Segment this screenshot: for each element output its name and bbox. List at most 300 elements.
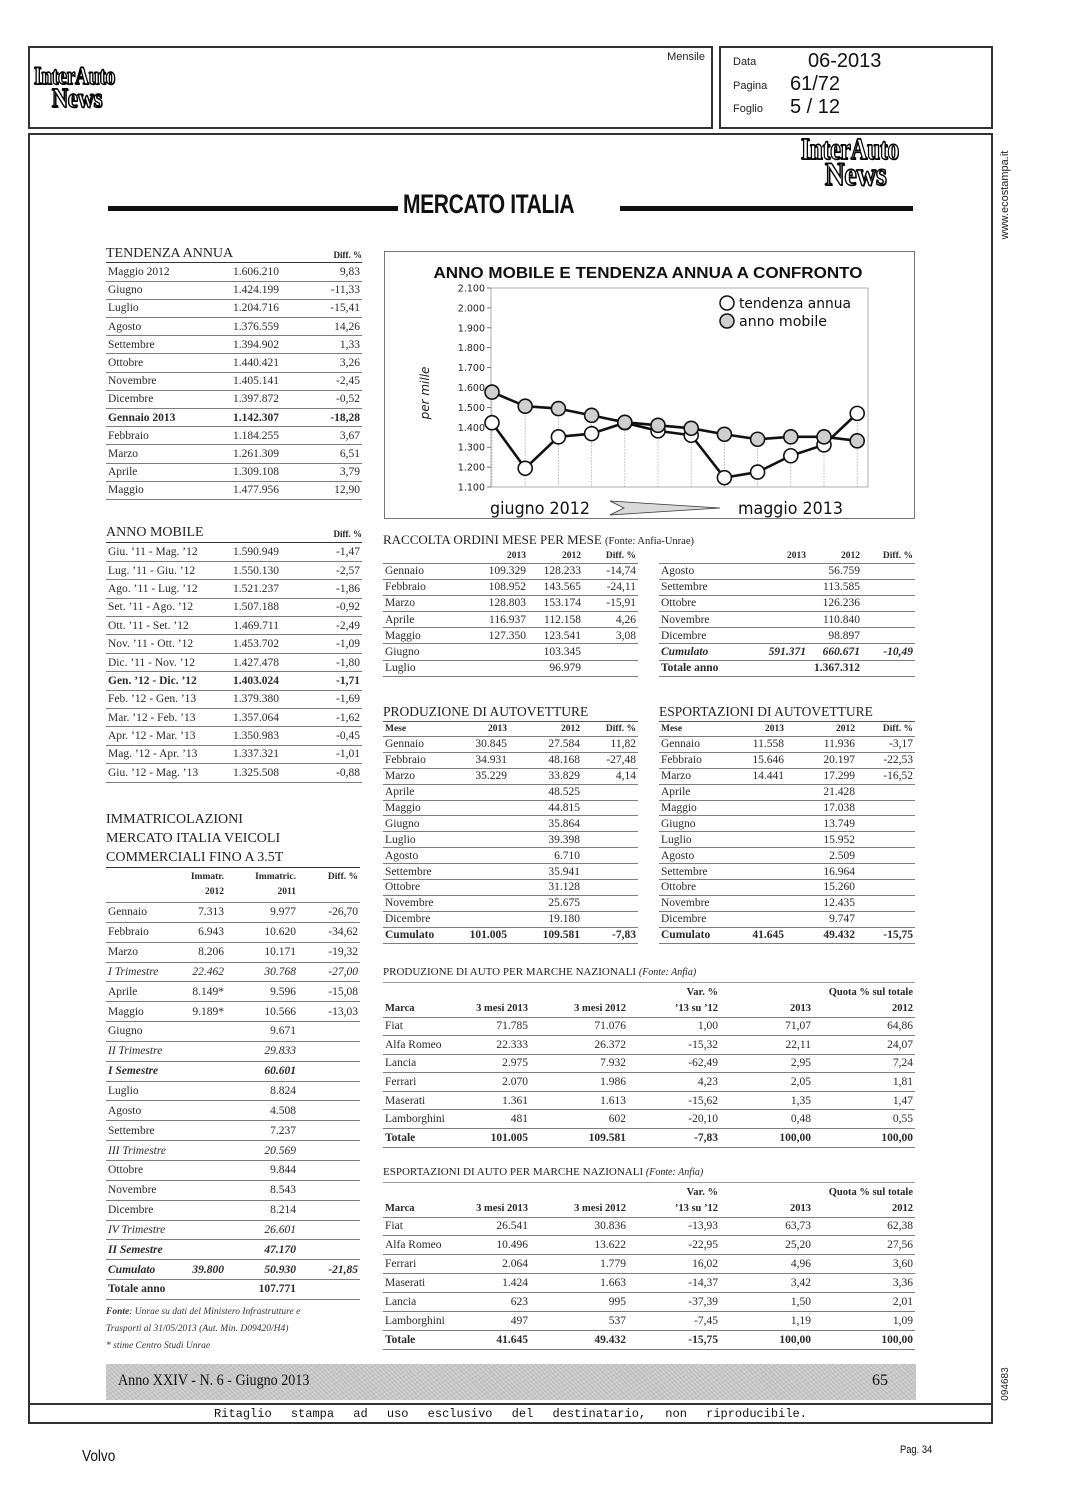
cell-y2012 [184,1041,226,1061]
cell-y2012: 109.581 [509,927,582,943]
anno-mobile-table [106,543,362,783]
cell-y2012: 12.435 [786,895,857,911]
cell-y2012: 48.525 [509,784,582,800]
cell-diff [857,864,915,880]
cell-y2013 [459,895,509,911]
cell-y2013: 101.005 [459,927,509,943]
immatricolazioni-row [106,1180,360,1200]
cell-diff [298,1200,360,1220]
esportazioni-row [659,880,915,896]
header-cell: 2012 [786,722,857,737]
raccolta-row [383,595,638,611]
cell-label: Febbraio [659,752,734,768]
tendenza-row [106,390,362,408]
cell-y2013: 41.645 [734,927,786,943]
cell-q2012: 3,36 [813,1274,915,1293]
cell-value: 1.357.064 [230,709,281,727]
cell-y2013 [463,660,528,676]
cell-label: Novembre [106,372,218,390]
cell-diff [857,895,915,911]
cell-label: Aprile [383,784,459,800]
sheet-label: Foglio [733,103,763,115]
cell-label: Dicembre [106,1200,184,1220]
cell-diff: -1,47 [281,543,362,561]
cell-label: Ottobre [106,354,218,372]
cell-label: Novembre [659,895,734,911]
immatricolazioni-row [106,942,360,962]
table-title: PRODUZIONE DI AUTOVETTURE [383,704,589,719]
cell-diff [857,880,915,896]
logo-line-2: News [825,157,887,193]
esportazioni-row [659,752,915,768]
cell-y2012: 44.815 [509,800,582,816]
cell-var: 1,00 [628,1017,720,1036]
esportazioni-autovetture-table [659,721,915,944]
produzione-row [383,784,638,800]
cell-diff [583,660,638,676]
produzione-row [383,911,638,927]
cell-diff: -14,74 [583,563,638,579]
raccolta-ordini-table-right [659,549,915,677]
tendenza-row [106,281,362,299]
cell-diff: -21,85 [298,1260,360,1280]
data-point [485,416,499,430]
cell-label: Dicembre [659,628,759,644]
page-value: 61/72 [790,73,841,95]
immatricolazioni-row [106,1121,360,1141]
cell-m2012: 1.613 [530,1091,628,1110]
cell-diff [298,1160,360,1180]
cell-m2012: 1.663 [530,1274,628,1293]
cell-y2012: 56.759 [808,563,862,579]
cell-diff: -0,88 [281,764,362,782]
y-tick-label: 1.700 [457,363,485,375]
cell-y2013 [459,880,509,896]
cell-diff: 9,83 [281,263,362,281]
cell-var: -13,93 [628,1217,720,1236]
immatricolazioni-row [106,1041,360,1061]
y-axis-label: per mille [418,366,432,420]
header-3mesi-2012: 3 mesi 2012 [530,1200,628,1217]
frame-divider [28,1403,993,1405]
cell-y2011: 10.171 [226,942,298,962]
cell-y2013 [734,800,786,816]
raccolta-row [659,579,915,595]
cell-q2012: 1,81 [813,1073,915,1092]
cell-label: Cumulato [383,927,459,943]
esportazioni-row [659,737,915,753]
cell-diff: 6,51 [281,445,362,463]
cell-y2013 [734,864,786,880]
cell-value: 1.507.188 [230,598,281,616]
header-quota-2012: 2012 [813,1000,915,1017]
esportazioni-marca-row [383,1236,915,1255]
cell-label: III Trimestre [106,1141,184,1161]
cell-value: 1.440.421 [218,354,281,372]
cell-q2013: 4,96 [720,1255,813,1274]
header-var: Var. % [686,1186,718,1198]
table-title: ESPORTAZIONI DI AUTO PER MARCHE NAZIONALI [383,1166,644,1178]
cell-brand: Maserati [383,1274,463,1293]
cell-y2012: 31.128 [509,880,582,896]
cell-value: 1.379.380 [230,690,281,708]
cell-m2013: 2.064 [463,1255,530,1274]
legend-circle-white-icon [720,296,734,310]
header-line: 2012 [205,887,224,897]
cell-q2013: 1,35 [720,1091,813,1110]
cell-label: Agosto [106,1101,184,1121]
cell-diff: 3,08 [583,628,638,644]
cell-y2013: 127.350 [463,628,528,644]
cell-label: Febbraio [106,922,184,942]
produzione-marca-row [383,1091,915,1110]
esportazioni-row [659,816,915,832]
cell-q2012: 24,07 [813,1036,915,1055]
cell-value: 1.394.902 [218,336,281,354]
cell-brand: Maserati [383,1091,463,1110]
cell-diff [862,595,915,611]
cell-value: 1.350.983 [230,727,281,745]
cell-diff: -1,71 [281,672,362,690]
header-blank [463,1184,530,1200]
data-point [717,471,731,485]
table-source: (Fonte: Anfia) [638,967,697,978]
esportazioni-row [659,832,915,848]
x-axis-end-label: maggio 2013 [738,499,843,519]
data-point [518,461,532,475]
cell-y2013 [463,644,528,660]
cell-var: -20,10 [628,1110,720,1129]
y-tick-label: 1.400 [457,422,485,434]
source-note [106,1304,300,1355]
cell-label: Mag. ’12 - Apr. ’13 [106,745,230,763]
esportazioni-marche-title [383,1166,915,1183]
x-axis-start-label: giugno 2012 [490,499,590,519]
immatricolazioni-row [106,962,360,982]
table-source: (Fonte: Anfia) [645,1167,704,1178]
cell-y2013 [759,579,808,595]
anno-mobile-row [106,635,362,653]
cell-label: Ottobre [659,595,759,611]
cell-label: Luglio [383,660,463,676]
disclaimer-text: Ritaglio stampa ad uso esclusivo del destinatario, non riproducibile. [214,1407,807,1421]
cell-y2011: 20.569 [226,1141,298,1161]
produzione-marca-row [383,1054,915,1073]
cell-y2012 [184,1061,226,1081]
cell-brand: Totale [383,1330,463,1349]
cell-y2012: 17.038 [786,800,857,816]
produzione-marca-row [383,1129,915,1148]
cell-q2012: 64,86 [813,1017,915,1036]
cell-m2013: 1.361 [463,1091,530,1110]
tendenza-row [106,263,362,281]
esportazioni-marca-row [383,1293,915,1312]
cell-q2013: 2,95 [720,1054,813,1073]
source-line: Trasporti al 31/05/2013 (Aut. Min. D09420/H4) [106,1324,289,1334]
cell-label: II Trimestre [106,1041,184,1061]
cell-label: Maggio [659,800,734,816]
title-line: IMMATRICOLAZIONI [106,812,243,827]
logo-line-1: InterAuto [34,63,116,90]
cell-y2013 [734,911,786,927]
immatricolazioni-row [106,1160,360,1180]
cell-y2013 [459,816,509,832]
cell-diff: -26,70 [298,903,360,923]
y-tick-label: 2.000 [457,303,485,315]
cell-y2011: 9.844 [226,1160,298,1180]
cell-y2013 [459,848,509,864]
cell-diff [857,800,915,816]
produzione-marca-row [383,1110,915,1129]
cell-var: -15,32 [628,1036,720,1055]
data-point [518,399,532,413]
cell-diff [582,800,638,816]
tendenza-row [106,427,362,445]
header-cell: Diff. % [582,722,638,737]
cell-diff: -2,45 [281,372,362,390]
cell-diff: -15,91 [583,595,638,611]
cell-y2011: 107.771 [226,1280,298,1300]
table-title: ESPORTAZIONI DI AUTOVETTURE [659,704,873,719]
anno-mobile-row [106,745,362,763]
cell-value: 1.405.141 [218,372,281,390]
cell-q2013: 71,07 [720,1017,813,1036]
cell-value: 1.606.210 [218,263,281,281]
cell-diff: -1,01 [281,745,362,763]
cell-diff [862,579,915,595]
header-cell: 2012 [528,549,583,563]
cell-label: Settembre [659,864,734,880]
esportazioni-row [659,784,915,800]
header-var-period: ’13 su ’12 [628,1000,720,1017]
anno-mobile-title [106,525,362,543]
header-cell: Diff. % [862,549,915,563]
immatricolazioni-row [106,982,360,1002]
cell-label: Marzo [383,595,463,611]
cell-y2013: 11.558 [734,737,786,753]
immatricolazioni-row [106,1260,360,1280]
cell-label: Maggio [383,628,463,644]
produzione-row [383,848,638,864]
cell-m2013: 71.785 [463,1017,530,1036]
immatricolazioni-table [106,867,360,1300]
anno-mobile-row [106,543,362,561]
cell-label: Gennaio [106,903,184,923]
cell-m2012: 71.076 [530,1017,628,1036]
header-var: Var. % [686,986,718,998]
cell-label: Set. ’11 - Ago. ’12 [106,598,230,616]
produzione-row [383,880,638,896]
header-cell: 2013 [734,722,786,737]
cell-label: Dic. ’11 - Nov. ’12 [106,653,230,671]
header-cell: 2013 [463,549,528,563]
cell-m2012: 30.836 [530,1217,628,1236]
cell-y2012: 16.964 [786,864,857,880]
header-cell: 2012 [509,722,582,737]
cell-diff: 14,26 [281,318,362,336]
cell-diff [298,1121,360,1141]
cell-label: Maggio [383,800,459,816]
cell-y2012: 103.345 [528,644,583,660]
header-marca: Marca [383,1200,463,1217]
cell-diff [298,1180,360,1200]
cell-y2011: 10.620 [226,922,298,942]
cell-label: Settembre [383,864,459,880]
cell-y2012 [184,1081,226,1101]
cell-y2011: 9.671 [226,1022,298,1042]
immatricolazioni-row [106,1002,360,1022]
cell-m2013: 101.005 [463,1129,530,1148]
y-tick-label: 1.600 [457,383,485,394]
cell-diff: -1,86 [281,580,362,598]
cell-label: Ago. ’11 - Lug. ’12 [106,580,230,598]
header-cell: 2012 [808,549,862,563]
cell-label: Febbraio [106,427,218,445]
anno-mobile-row [106,561,362,579]
cell-y2013: 109.329 [463,563,528,579]
cell-y2012 [184,1180,226,1200]
cell-value: 1.590.949 [230,543,281,561]
cell-diff [862,660,915,676]
cell-label: I Trimestre [106,962,184,982]
cell-diff [298,1081,360,1101]
diff-header: Diff. % [333,250,362,260]
cell-brand: Lancia [383,1293,463,1312]
produzione-marca-row [383,1073,915,1092]
immatricolazioni-row [106,1141,360,1161]
cell-value: 1.142.307 [218,409,281,427]
cell-value: 1.403.024 [230,672,281,690]
produzione-row [383,895,638,911]
header-blank [383,1184,463,1200]
cell-value: 1.204.716 [218,299,281,317]
immatricolazioni-row [106,903,360,923]
cell-m2013: 497 [463,1311,530,1330]
esportazioni-marca-row [383,1255,915,1274]
cell-y2012: 143.565 [528,579,583,595]
cell-m2012: 13.622 [530,1236,628,1255]
cell-value: 1.424.199 [218,281,281,299]
data-point [784,449,798,463]
tendenza-row [106,463,362,481]
cell-diff: -7,83 [582,927,638,943]
cell-label: Totale anno [106,1280,184,1300]
cell-label: Agosto [383,848,459,864]
cell-diff [857,911,915,927]
produzione-row [383,927,638,943]
immatricolazioni-row [106,922,360,942]
header-cell: Mese [659,722,734,737]
raccolta-row [383,660,638,676]
cell-diff: 4,14 [582,768,638,784]
cell-q2013: 100,00 [720,1129,813,1148]
cell-y2011: 9.977 [226,903,298,923]
cell-y2012: 39.398 [509,832,582,848]
cell-m2013: 10.496 [463,1236,530,1255]
cell-y2012: 9.747 [786,911,857,927]
cell-q2013: 100,00 [720,1330,813,1349]
cell-brand: Alfa Romeo [383,1236,463,1255]
header-line: Immatric. [255,872,296,882]
raccolta-row [383,628,638,644]
cell-y2012: 11.936 [786,737,857,753]
cell-y2011: 29.833 [226,1041,298,1061]
raccolta-row [383,563,638,579]
cell-value: 1.477.956 [218,481,281,499]
cell-label: Lug. ’11 - Giu. ’12 [106,561,230,579]
table-title: ANNO MOBILE [106,525,204,540]
cell-label: Giugno [659,816,734,832]
cell-diff: -0,92 [281,598,362,616]
cell-var: -22,95 [628,1236,720,1255]
header-3mesi-2012: 3 mesi 2012 [530,1000,628,1017]
cell-y2013 [734,880,786,896]
cell-y2013: 30.845 [459,737,509,753]
tendenza-row [106,354,362,372]
cell-y2013 [759,595,808,611]
table-title: TENDENZA ANNUA [106,246,234,261]
cell-y2012: 98.897 [808,628,862,644]
cell-m2012: 1.986 [530,1073,628,1092]
cell-y2013 [759,612,808,628]
cell-q2012: 7,24 [813,1054,915,1073]
cell-diff [582,880,638,896]
immatricolazioni-row [106,1022,360,1042]
cell-label: Agosto [659,563,759,579]
cell-value: 1.337.321 [230,745,281,763]
cell-y2012: 48.168 [509,752,582,768]
cell-y2013 [459,864,509,880]
cell-y2011: 7.237 [226,1121,298,1141]
cell-y2013 [734,895,786,911]
cell-diff: -15,41 [281,299,362,317]
cell-y2012: 7.313 [184,903,226,923]
header-blank [106,868,184,903]
cell-y2012: 8.206 [184,942,226,962]
cell-label: Dicembre [659,911,734,927]
cell-q2013: 25,20 [720,1236,813,1255]
cell-m2012: 109.581 [530,1129,628,1148]
data-point [585,427,599,441]
cell-y2012 [184,1240,226,1260]
header-3mesi-2013: 3 mesi 2013 [463,1200,530,1217]
cell-diff: -34,62 [298,922,360,942]
esportazioni-marche-table [383,1184,915,1350]
cell-label: Luglio [383,832,459,848]
raccolta-row [383,612,638,628]
table-title: RACCOLTA ORDINI MESE PER MESE [383,532,602,547]
cell-diff: -27,00 [298,962,360,982]
immatricolazioni-row [106,1280,360,1300]
cell-var: -7,45 [628,1311,720,1330]
cell-m2013: 2.975 [463,1054,530,1073]
cell-y2011: 50.930 [226,1260,298,1280]
data-point [485,385,499,399]
cell-m2012: 49.432 [530,1330,628,1349]
esportazioni-marca-row [383,1274,915,1293]
cell-q2012: 27,56 [813,1236,915,1255]
cell-y2013: 14.441 [734,768,786,784]
cell-diff [582,864,638,880]
cell-y2013: 128.803 [463,595,528,611]
cell-m2013: 22.333 [463,1036,530,1055]
raccolta-row [659,595,915,611]
cell-label: Settembre [106,1121,184,1141]
cell-diff [298,1022,360,1042]
cell-q2013: 63,73 [720,1217,813,1236]
cell-brand: Fiat [383,1017,463,1036]
cell-label: Mar. ’12 - Feb. ’13 [106,709,230,727]
